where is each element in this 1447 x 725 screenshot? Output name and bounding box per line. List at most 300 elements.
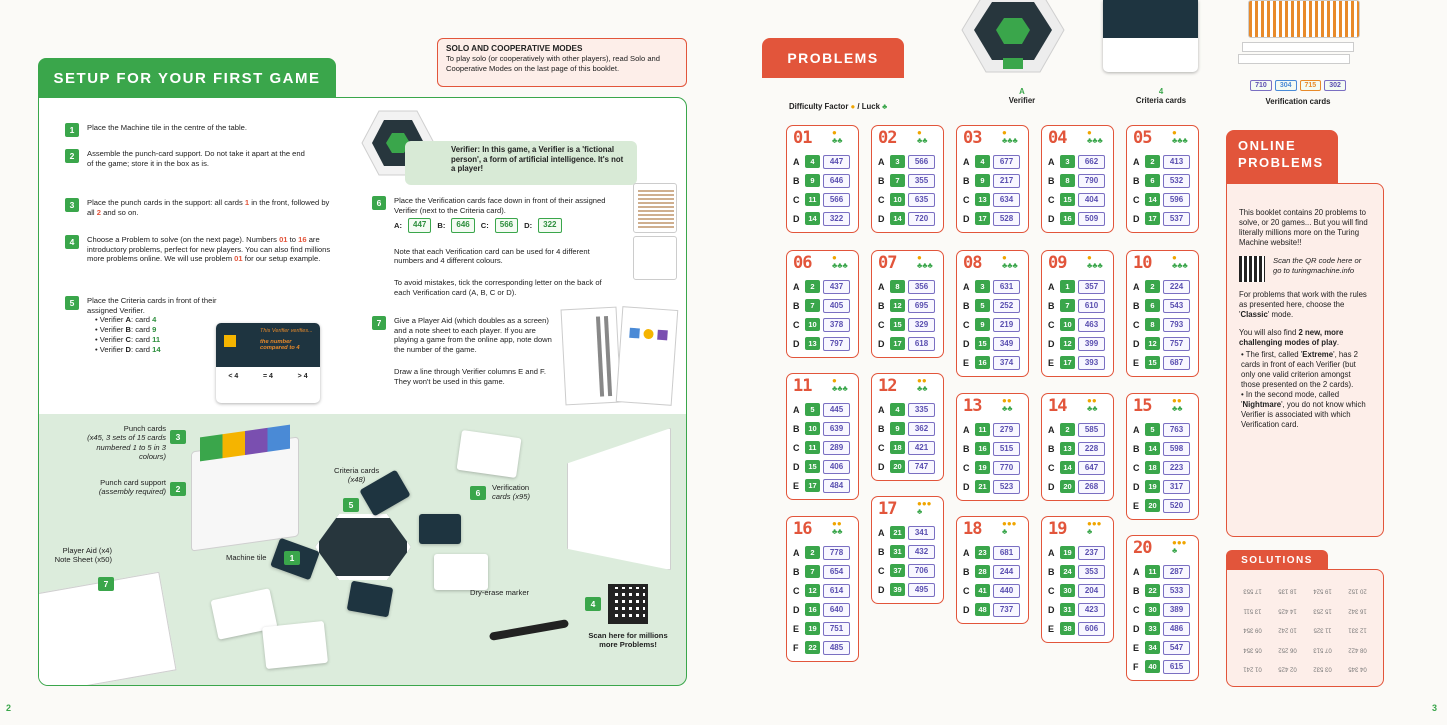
criteria-number: 37 (890, 564, 905, 577)
verifier-letter: B (1133, 300, 1140, 311)
problem-row (872, 171, 943, 190)
problem-row (872, 209, 943, 228)
problem-number: 18 (963, 519, 982, 539)
verifier-letter: C (963, 462, 970, 473)
verifier-letter: D (1048, 481, 1055, 492)
verifier-letter: D (1133, 623, 1140, 634)
verification-code: 287 (1163, 565, 1190, 579)
problem-card-13 (956, 393, 1029, 501)
verifier-letter: D (1048, 213, 1055, 224)
problem-row (1042, 420, 1113, 439)
criteria-number: 48 (975, 603, 990, 616)
solution-entry: 16 342 (1348, 607, 1367, 614)
problem-row (872, 277, 943, 296)
verification-code: 237 (1078, 546, 1105, 560)
verifier-letter: B (793, 566, 800, 577)
criteria-number: 10 (805, 422, 820, 435)
verifier-letter: A (1133, 156, 1140, 167)
verifier-letter: B (1133, 585, 1140, 596)
verifier-letter: D (878, 584, 885, 595)
player-aid-badge: 7 (98, 577, 114, 591)
step-text: Assemble the punch-card support. Do not take it apart at the end of the game; store it in the box as is. (87, 149, 305, 168)
verification-code: 405 (823, 299, 850, 313)
problem-number: 12 (878, 376, 897, 396)
player-aid-label: Player Aid (x4) Note Sheet (x50) (54, 546, 112, 565)
verifier-letter: C (793, 319, 800, 330)
verification-code: 720 (908, 212, 935, 226)
verifier-letter: D (793, 604, 800, 615)
problems-title: PROBLEMS (762, 38, 904, 78)
problem-row (787, 171, 858, 190)
problem-row (1127, 420, 1198, 439)
criteria-number: 14 (1060, 461, 1075, 474)
verification-code: 634 (993, 193, 1020, 207)
verifier-letter: A (963, 281, 970, 292)
verification-code: 635 (908, 193, 935, 207)
verifier-letter: B (878, 300, 885, 311)
verification-code: 610 (1078, 299, 1105, 313)
verification-code: 484 (823, 479, 850, 493)
criteria-number: 21 (890, 526, 905, 539)
problem-card-11 (786, 373, 859, 500)
verifier-letter: C (1048, 462, 1055, 473)
problem-card-01 (786, 125, 859, 233)
solutions-panel (1226, 569, 1384, 687)
problem-row (872, 190, 943, 209)
step-text: and so on. (103, 207, 139, 217)
problem-row (957, 458, 1028, 477)
code-box: 566 (495, 218, 518, 232)
difficulty-luck-icon: ● ♣♣♣ (1172, 253, 1188, 270)
verification-code: 509 (1078, 212, 1105, 226)
verifier-letter: B (1133, 175, 1140, 186)
online-panel (1226, 183, 1384, 537)
problem-row (1042, 458, 1113, 477)
criteria-number: 10 (890, 193, 905, 206)
code-box: 322 (538, 218, 561, 232)
difficulty-luck-icon: ●●● ♣ (917, 499, 932, 516)
criteria-card-illustration (216, 323, 320, 403)
player-aid-image (616, 306, 679, 406)
problem-number: 20 (1133, 538, 1152, 558)
verifier-letter: D (1048, 604, 1055, 615)
criteria-number: 12 (890, 299, 905, 312)
problem-card-10 (1126, 250, 1199, 377)
problem-row (872, 315, 943, 334)
step-text: Give a Player Aid (which doubles as a screen) and a note sheet to each player. If you are playing a game from the online app, note down the number of the game. (394, 316, 552, 355)
problem-row (1042, 477, 1113, 496)
step-6 (376, 196, 614, 298)
criteria-number: 11 (805, 193, 820, 206)
verifier-letter: C (878, 565, 885, 576)
difficulty-luck-icon: ●●● ♣ (1087, 519, 1102, 536)
verifier-letter: D (1133, 213, 1140, 224)
criteria-card-image (419, 514, 461, 544)
verifier-letter: B (793, 300, 800, 311)
verifier-letter: B (878, 423, 885, 434)
problem-card-19 (1041, 516, 1114, 643)
verification-code: 537 (1163, 212, 1190, 226)
verifier-letter: C (1133, 462, 1140, 473)
verifier-letter: C (1133, 194, 1140, 205)
problem-card-09 (1041, 250, 1114, 377)
problem-row (1042, 296, 1113, 315)
problem-row (1127, 562, 1198, 581)
problem-number: 13 (963, 396, 982, 416)
solution-entry: 04 345 (1348, 666, 1367, 672)
verifier-letter: D (1133, 481, 1140, 492)
problem-card-02 (871, 125, 944, 233)
verification-code: 440 (993, 584, 1020, 598)
solution-entry: 05 354 (1243, 646, 1262, 653)
verifier-letter: A (963, 424, 970, 435)
verification-code: 532 (1163, 174, 1190, 188)
problem-row (1127, 315, 1198, 334)
verification-code: 357 (1078, 280, 1105, 294)
difficulty-luck-icon: ● ♣♣♣ (1087, 128, 1103, 145)
online-classic: For problems that work with the rules as presented here, choose the 'Classic' mode. (1239, 289, 1367, 319)
verification-header: 710 304 715 302 Verification cards (1253, 80, 1343, 106)
problem-number: 07 (878, 253, 897, 273)
criteria-number: 22 (1145, 584, 1160, 597)
verification-code: 413 (1163, 155, 1190, 169)
problem-row (1127, 581, 1198, 600)
criteria-number: 7 (1060, 299, 1075, 312)
problem-to: 16 (298, 235, 307, 244)
verification-code-row (394, 218, 614, 232)
step-text: to (289, 235, 296, 244)
problem-from: 01 (279, 235, 288, 244)
difficulty-header: Difficulty Factor ● / Luck ♣ (789, 102, 888, 111)
step-4 (69, 235, 345, 264)
problem-row (1127, 638, 1198, 657)
problem-row (957, 439, 1028, 458)
verification-cards-label: Verification cards (x95) (492, 483, 530, 502)
difficulty-luck-icon: ●● ♣♣ (1002, 396, 1013, 413)
criteria-number: 15 (1060, 193, 1075, 206)
problem-row (957, 209, 1028, 228)
difficulty-luck-icon: ● ♣♣♣ (832, 253, 848, 270)
criteria-number: 9 (805, 174, 820, 187)
solution-entry: 10 242 (1278, 626, 1297, 633)
verification-card-image (262, 621, 328, 669)
criteria-number: 20 (1145, 499, 1160, 512)
criteria-number: 15 (975, 337, 990, 350)
verification-code: 528 (993, 212, 1020, 226)
verification-code: 335 (908, 403, 935, 417)
online-qr-row: Scan the QR code here or go to turingmachine.info (1239, 256, 1371, 282)
criteria-number: 20 (890, 460, 905, 473)
verification-code: 223 (1163, 461, 1190, 475)
verifier-letter: F (793, 642, 799, 653)
problem-number: 04 (1048, 128, 1067, 148)
solution-entry: 01 241 (1243, 666, 1262, 672)
problem-row (787, 600, 858, 619)
criteria-number: 14 (805, 212, 820, 225)
problem-row (787, 457, 858, 476)
step-note: To avoid mistakes, tick the corresponding letter on the back of each Verification card (A, B, C or D). (394, 278, 602, 297)
step-text: Place the Criteria cards in front of their assigned Verifier. (87, 296, 217, 315)
verification-code: 252 (993, 299, 1020, 313)
verification-code: 432 (908, 545, 935, 559)
criteria-number: 9 (890, 422, 905, 435)
criteria-number: 11 (1145, 565, 1160, 578)
verification-code: 423 (1078, 603, 1105, 617)
verifier-letter: D (878, 338, 885, 349)
support-badge: 2 (170, 482, 186, 496)
verifier-letter: C (1048, 585, 1055, 596)
problem-row (1042, 190, 1113, 209)
criteria-number: 22 (805, 641, 820, 654)
problem-row (1127, 477, 1198, 496)
verification-code: 797 (823, 337, 850, 351)
difficulty-luck-icon: ●●● ♣ (1002, 519, 1017, 536)
verification-code: 646 (823, 174, 850, 188)
problem-row (872, 152, 943, 171)
problem-row (1127, 619, 1198, 638)
solution-entry: 09 354 (1243, 626, 1262, 633)
solution-entry: 13 511 (1243, 607, 1262, 614)
difficulty-luck-icon: ● ♣♣♣ (1002, 128, 1018, 145)
criteria-number: 7 (805, 565, 820, 578)
problem-row (787, 562, 858, 581)
problem-card-05 (1126, 125, 1199, 233)
step-number: 7 (372, 316, 386, 330)
step-text: Place the Verification cards face down in front of their assigned Verifier (next to the Criteria card). (394, 196, 606, 215)
setup-title: SETUP FOR YOUR FIRST GAME (38, 58, 336, 98)
criteria-number: 16 (1060, 212, 1075, 225)
problem-row (1127, 152, 1198, 171)
difficulty-luck-icon: ●● ♣♣ (917, 376, 928, 393)
verification-code: 533 (1163, 584, 1190, 598)
verification-code: 585 (1078, 423, 1105, 437)
criteria-number: 16 (805, 603, 820, 616)
criteria-number: 11 (975, 423, 990, 436)
verification-code: 606 (1078, 622, 1105, 636)
criteria-number: 13 (1060, 442, 1075, 455)
verification-code: 547 (1163, 641, 1190, 655)
verifier-letter: A (793, 156, 800, 167)
difficulty-luck-icon: ● ♣♣♣ (1172, 128, 1188, 145)
problem-row (787, 209, 858, 228)
criteria-number: 17 (890, 337, 905, 350)
scan-label: Scan here for millions more Problems! (588, 631, 668, 650)
verifier-letter: B (793, 175, 800, 186)
verifier-letter: B (1133, 443, 1140, 454)
solution-entry: 06 252 (1278, 646, 1297, 653)
verifier-letter: B (1048, 175, 1055, 186)
difficulty-luck-icon: ● ♣♣♣ (917, 253, 933, 270)
verifier-letter: C (1048, 319, 1055, 330)
problem-row (1127, 209, 1198, 228)
problem-row (787, 296, 858, 315)
verification-code: 349 (993, 337, 1020, 351)
problem-number: 05 (1133, 128, 1152, 148)
criteria-card-title: This Verifier verifies... (260, 328, 313, 334)
criteria-number: 28 (975, 565, 990, 578)
verification-code: 515 (993, 442, 1020, 456)
problem-number: 10 (1133, 253, 1152, 273)
verification-code: 687 (1163, 356, 1190, 370)
verification-code: 374 (993, 356, 1020, 370)
step-7 (376, 316, 559, 386)
problem-row (1042, 334, 1113, 353)
verification-code: 618 (908, 337, 935, 351)
problem-row (872, 400, 943, 419)
criteria-number: 2 (805, 546, 820, 559)
problem-row (787, 152, 858, 171)
criteria-number: 31 (890, 545, 905, 558)
verifier-letter: E (963, 357, 970, 368)
verifier-letter: A (1133, 424, 1140, 435)
verifier-top-image (960, 0, 1066, 78)
verifier-letter: D (878, 213, 885, 224)
step-note: Note that each Verification card can be used for 4 different numbers and 4 different colours. (394, 246, 590, 266)
verifier-letter: C (878, 319, 885, 330)
verification-code: 268 (1078, 480, 1105, 494)
step-number: 4 (65, 235, 79, 249)
verifier-letter: D (878, 461, 885, 472)
criteria-number: 19 (1060, 546, 1075, 559)
verification-code: 421 (908, 441, 935, 455)
criteria-number: 9 (975, 318, 990, 331)
problem-number: 17 (878, 499, 897, 519)
step-text: Choose a Problem to solve (on the next page). Numbers (87, 235, 277, 244)
verifier-letter: B (793, 423, 800, 434)
verifier-letter: C (878, 442, 885, 453)
verification-code: 341 (908, 526, 935, 540)
code-box: 447 (408, 218, 431, 232)
verifier-letter: D (793, 461, 800, 472)
verifier-letter: B (963, 566, 970, 577)
verifier-letter: A (963, 547, 970, 558)
code-letter: C: (480, 220, 489, 230)
code-box: 646 (451, 218, 474, 232)
problem-card-12 (871, 373, 944, 481)
verification-code: 566 (908, 155, 935, 169)
step-number: 1 (65, 123, 79, 137)
verification-code: 598 (1163, 442, 1190, 456)
verifier-letter: A (1048, 547, 1055, 558)
criteria-number: 41 (975, 584, 990, 597)
verification-code: 353 (1078, 565, 1105, 579)
step-note: Draw a line through Verifier columns E and F. They won't be used in this game. (394, 366, 546, 386)
problem-row (872, 419, 943, 438)
problem-row (1042, 353, 1113, 372)
problem-row (1127, 353, 1198, 372)
verifier-letter: E (1133, 500, 1140, 511)
difficulty-luck-icon: ●● ♣♣ (1172, 396, 1183, 413)
problem-row (787, 543, 858, 562)
problem-row (957, 353, 1028, 372)
problem-row (787, 277, 858, 296)
criteria-header: 4 Criteria cards (1135, 87, 1187, 105)
problem-row (957, 152, 1028, 171)
verifier-letter: A (1048, 281, 1055, 292)
verification-code: 614 (823, 584, 850, 598)
verification-code: 596 (1163, 193, 1190, 207)
problem-row (1042, 315, 1113, 334)
problem-number: 14 (1048, 396, 1067, 416)
verifier-letter: C (793, 585, 800, 596)
problem-row (872, 438, 943, 457)
verification-code: 279 (993, 423, 1020, 437)
problem-row (957, 543, 1028, 562)
verification-code: 217 (993, 174, 1020, 188)
verification-cards-stack-image (1238, 0, 1360, 70)
problem-row (1127, 171, 1198, 190)
verifier-letter: B (963, 300, 970, 311)
criteria-number: 4 (975, 155, 990, 168)
verification-code: 224 (1163, 280, 1190, 294)
problem-row (787, 334, 858, 353)
problem-card-16 (786, 516, 859, 662)
punch-cards-badge: 3 (170, 430, 186, 444)
problem-row (1042, 209, 1113, 228)
problem-card-06 (786, 250, 859, 358)
criteria-number: 5 (805, 403, 820, 416)
criteria-number: 14 (890, 212, 905, 225)
verifier-letter: C (1048, 194, 1055, 205)
solo-modes-box (437, 38, 687, 87)
criteria-number: 14 (1145, 193, 1160, 206)
verification-code: 778 (823, 546, 850, 560)
verification-code: 204 (1078, 584, 1105, 598)
problem-number: 02 (878, 128, 897, 148)
verifier-letter: A (878, 281, 885, 292)
criteria-number: 5 (1145, 423, 1160, 436)
verifier-letter: F (1133, 661, 1139, 672)
verification-code: 751 (823, 622, 850, 636)
criteria-number: 13 (975, 193, 990, 206)
difficulty-icon: ● (850, 102, 856, 111)
criteria-number: 8 (1145, 318, 1160, 331)
criteria-number: 20 (1060, 480, 1075, 493)
problem-row (787, 190, 858, 209)
verifier-letter: D (1133, 338, 1140, 349)
solution-entry: 20 152 (1348, 587, 1367, 594)
criteria-cards-badge: 5 (343, 498, 359, 512)
criteria-number: 4 (805, 155, 820, 168)
verification-card-image (457, 430, 522, 478)
criteria-card-top-image (1103, 0, 1198, 72)
verification-code: 437 (823, 280, 850, 294)
problem-row (957, 581, 1028, 600)
step-3 (69, 198, 337, 217)
problem-row (1042, 171, 1113, 190)
criteria-number: 12 (1145, 337, 1160, 350)
problem-row (872, 457, 943, 476)
machine-tile-label: Machine tile (226, 553, 267, 562)
online-title: ONLINE PROBLEMS (1226, 130, 1338, 184)
problem-card-17 (871, 496, 944, 604)
step-5 (69, 296, 217, 354)
difficulty-luck-icon: ● ♣♣♣ (1087, 253, 1103, 270)
problem-number: 19 (1048, 519, 1067, 539)
criteria-number: 19 (805, 622, 820, 635)
verifier-letter: C (878, 194, 885, 205)
problem-row (957, 296, 1028, 315)
verifier-letter: A (793, 404, 800, 415)
step-number: 3 (65, 198, 79, 212)
problem-row (1042, 543, 1113, 562)
verification-code: 681 (993, 546, 1020, 560)
criteria-number: 15 (805, 460, 820, 473)
verifier-letter: A (1048, 424, 1055, 435)
solo-text: To play solo (or cooperatively with other players), read Solo and Cooperative Modes on the last page of this booklet. (446, 54, 660, 73)
verification-code: 654 (823, 565, 850, 579)
problem-row (787, 619, 858, 638)
